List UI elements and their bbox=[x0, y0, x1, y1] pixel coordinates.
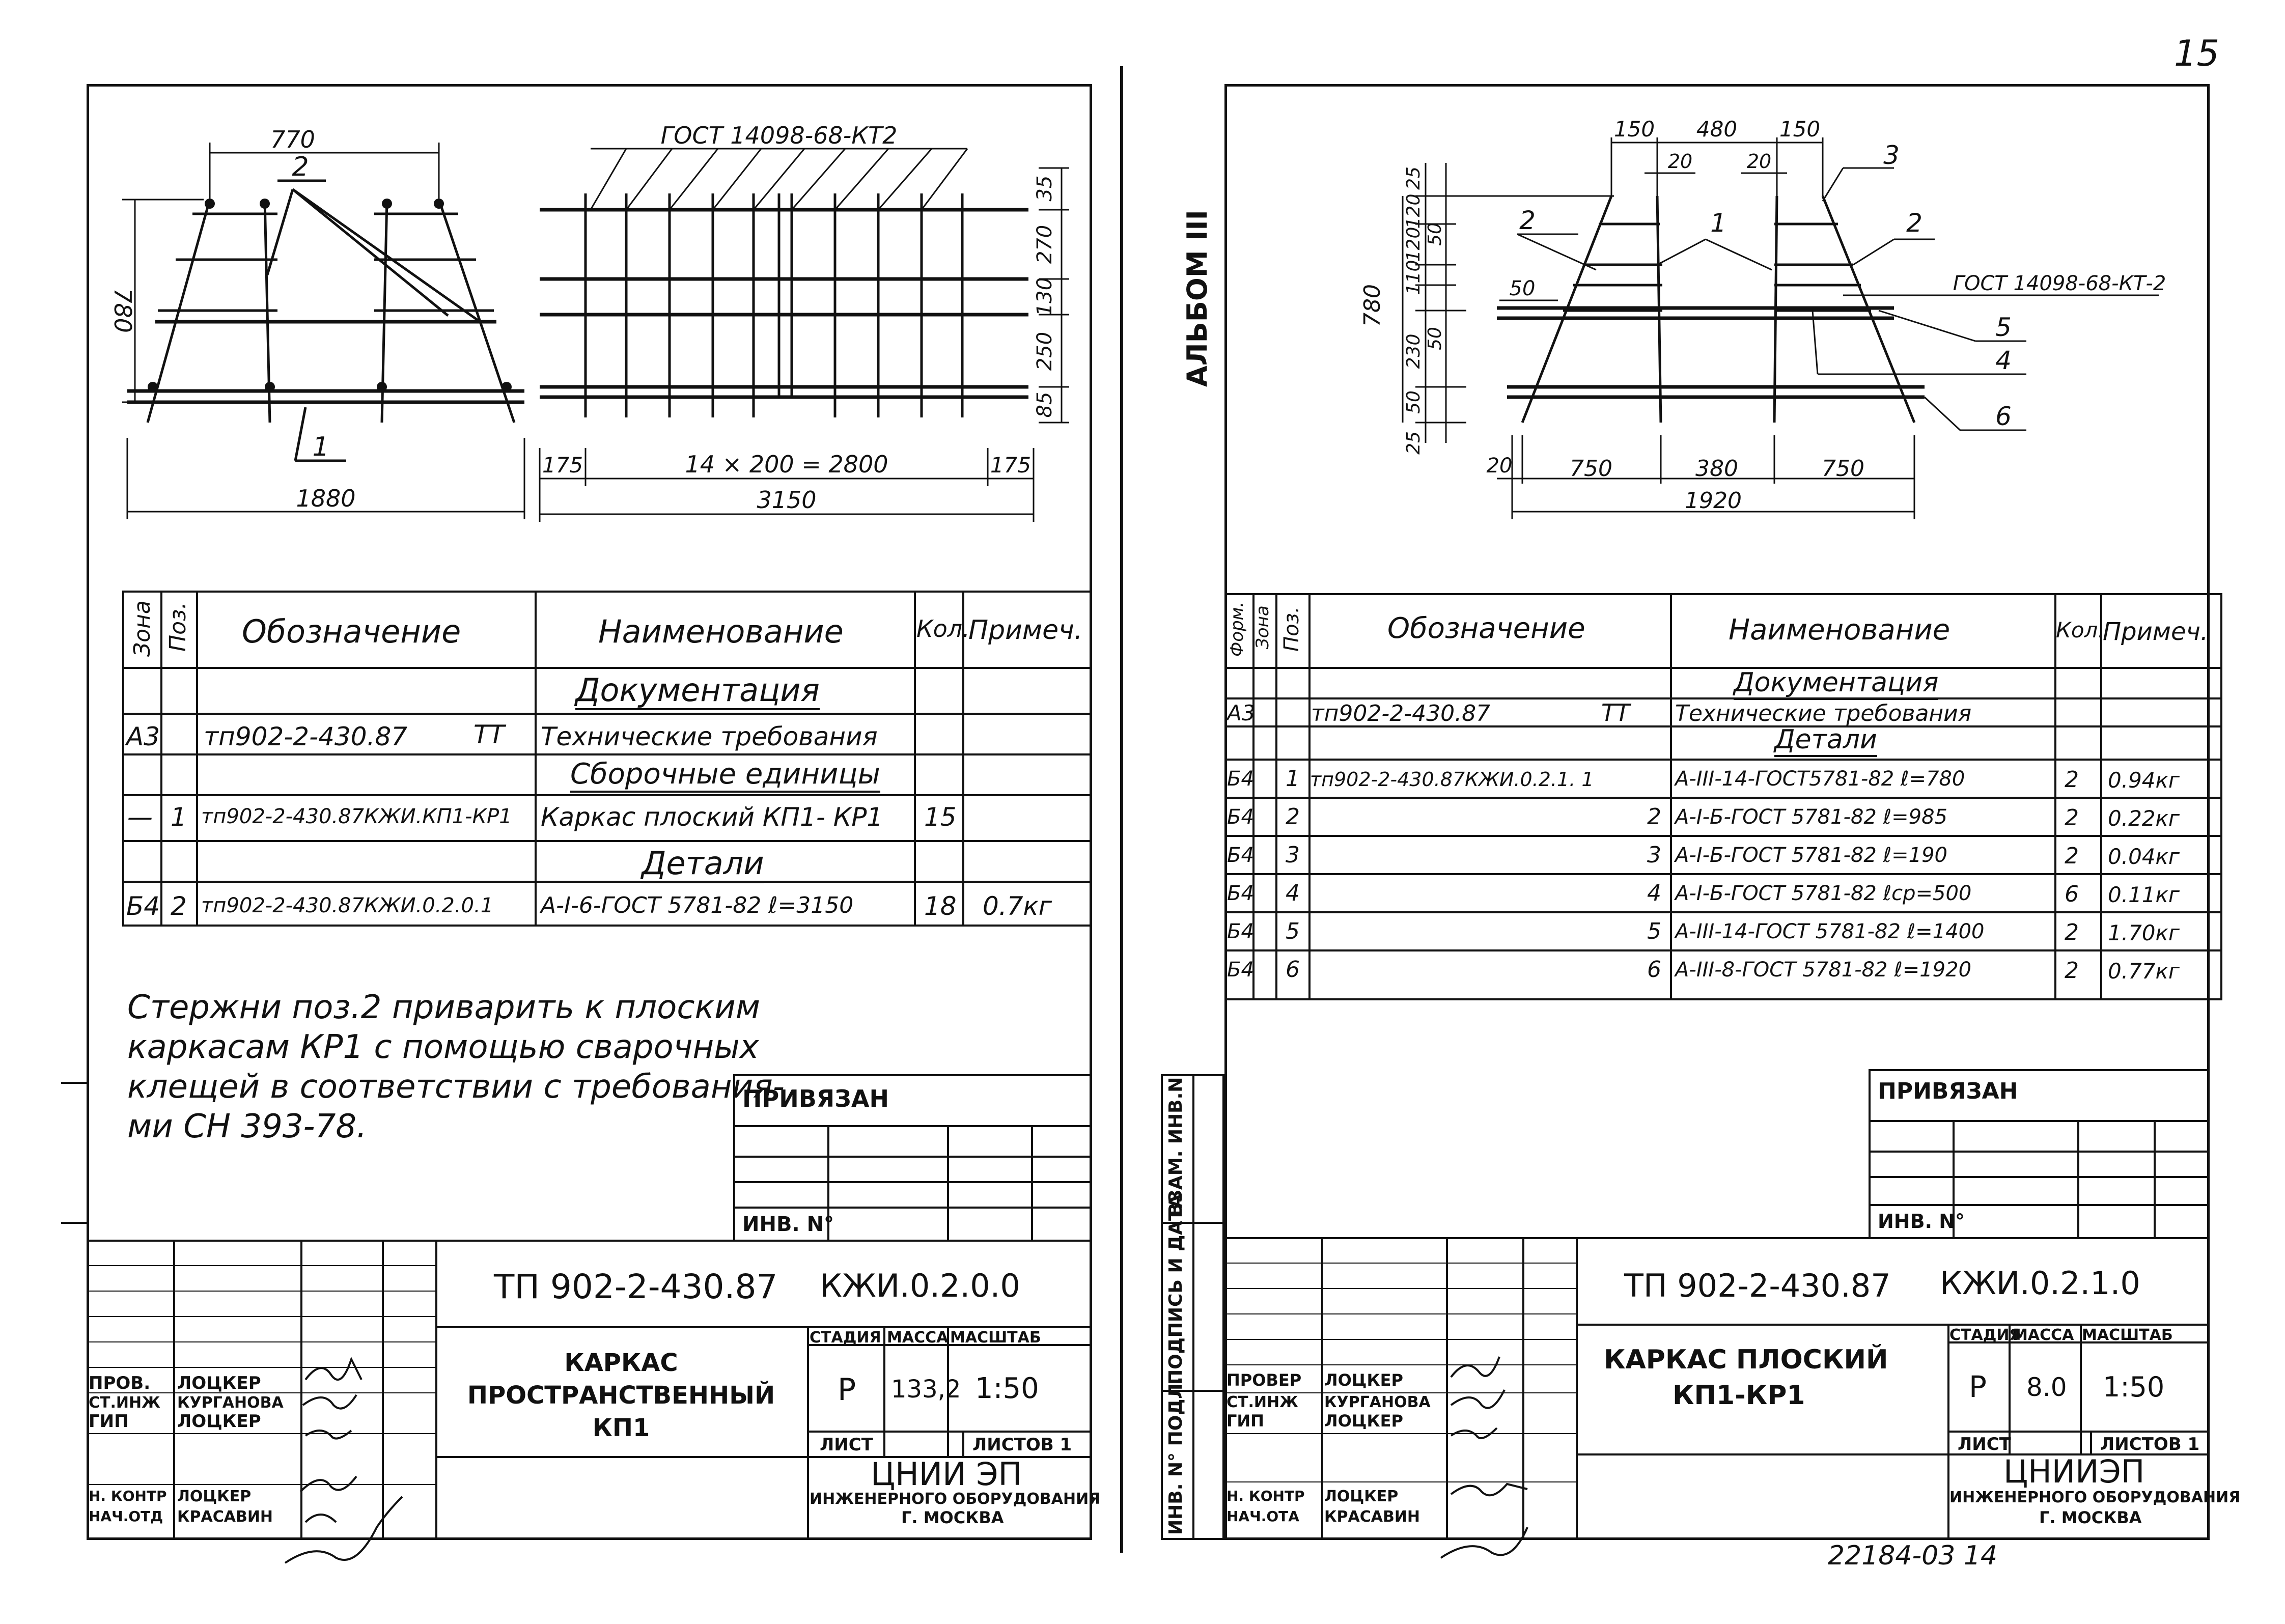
pos-1: 1 bbox=[1710, 208, 1726, 238]
signer-name-right-2: КУРГАНОВА bbox=[1324, 1393, 1431, 1411]
row-det-format: Б4 bbox=[126, 891, 160, 921]
detail-row-5-note: 1.70кг bbox=[2108, 920, 2180, 945]
col-oboz-right: Обозначение bbox=[1387, 612, 1585, 645]
binding-label: ПРИВЯЗАН bbox=[742, 1085, 889, 1112]
detail-row-3-qty: 2 bbox=[2065, 843, 2079, 869]
mass-header: МАССА bbox=[887, 1329, 949, 1347]
sheets-label-right: ЛИСТОВ 1 bbox=[2100, 1434, 2200, 1454]
signer-name-right-1: ЛОЦКЕР bbox=[1324, 1370, 1403, 1390]
dim-50-b: 50 bbox=[1425, 222, 1445, 246]
sheet-label: ЛИСТ bbox=[820, 1435, 873, 1455]
pos-2-left: 2 bbox=[1519, 206, 1536, 235]
row-tt-code-right: ТТ bbox=[1601, 699, 1630, 726]
dim-175-left: 175 bbox=[542, 453, 583, 478]
row-tt-designation-right: тп902-2-430.87 bbox=[1311, 701, 1491, 726]
scale-value-right: 1:50 bbox=[2103, 1371, 2165, 1403]
dim-50-a: 50 bbox=[1403, 390, 1424, 414]
dim-770: 770 bbox=[270, 126, 315, 153]
album-label: АЛЬБОМ III bbox=[1181, 210, 1213, 387]
section-details-right: Детали bbox=[1774, 726, 1877, 757]
mass-value: 133,2 bbox=[891, 1375, 961, 1404]
signer-name-5: КРАСАВИН bbox=[177, 1508, 273, 1526]
row-asm-format: — bbox=[127, 802, 153, 832]
dim-120-b: 120 bbox=[1403, 227, 1424, 262]
detail-row-6-format: Б4 bbox=[1227, 958, 1254, 982]
detail-row-5-name: А-III-14-ГОСТ 5781-82 ℓ=1400 bbox=[1675, 920, 1985, 943]
detail-row-6-qty: 2 bbox=[2065, 958, 2079, 984]
role-norm-control-right: Н. КОНТР bbox=[1227, 1488, 1305, 1504]
dim-480: 480 bbox=[1696, 117, 1738, 142]
row-det-qty: 18 bbox=[924, 891, 957, 921]
row-tt-designation: тп902-2-430.87 bbox=[204, 722, 408, 751]
dim-20-left: 20 bbox=[1667, 150, 1693, 173]
section-assembly-units: Сборочные единицы bbox=[570, 760, 880, 793]
role-senior-eng: СТ.ИНЖ bbox=[89, 1394, 160, 1412]
signer-name-4: ЛОЦКЕР bbox=[177, 1488, 252, 1505]
org-subtitle: ИНЖЕНЕРНОГО ОБОРУДОВАНИЯ bbox=[810, 1490, 1101, 1508]
col-kol-right: Кол. bbox=[2056, 618, 2105, 642]
detail-row-2-format: Б4 bbox=[1227, 805, 1254, 829]
dim-25-bottom: 25 bbox=[1403, 431, 1424, 455]
detail-row-1-pos: 1 bbox=[1286, 766, 1300, 792]
detail-row-3-name: А-I-Б-ГОСТ 5781-82 ℓ=190 bbox=[1675, 844, 1947, 867]
original-inventory-stamp: ИНВ. N° ПОДЛ. bbox=[1165, 1377, 1186, 1535]
col-prim: Примеч. bbox=[968, 615, 1083, 646]
org-name-right: ЦНИИЭП bbox=[2003, 1453, 2145, 1490]
detail-row-3-note: 0.04кг bbox=[2108, 844, 2180, 869]
pos-6: 6 bbox=[1995, 402, 2012, 431]
doc-code-right: КЖИ.0.2.1.0 bbox=[1940, 1265, 2140, 1302]
detail-row-2-name: А-I-Б-ГОСТ 5781-82 ℓ=985 bbox=[1675, 805, 1947, 829]
inventory-label-right: ИНВ. N° bbox=[1878, 1210, 1965, 1233]
dim-250: 250 bbox=[1033, 331, 1056, 371]
item-name-right-1: КАРКАС ПЛОСКИЙ bbox=[1604, 1345, 1888, 1375]
detail-row-1-qty: 2 bbox=[2065, 767, 2079, 793]
role-gip: ГИП bbox=[89, 1411, 129, 1432]
welding-note: Стержни поз.2 приварить к плоским каркасам КР1 с помощью сварочных клещей в соответствии с требования- ми СН 393-78. bbox=[127, 989, 785, 1145]
mass-value-right: 8.0 bbox=[2026, 1373, 2067, 1402]
role-gip-right: ГИП bbox=[1227, 1411, 1264, 1431]
dim-35: 35 bbox=[1033, 175, 1056, 202]
doc-number-right: ТП 902-2-430.87 bbox=[1624, 1267, 1891, 1304]
detail-row-2-qty: 2 bbox=[2065, 805, 2079, 831]
signer-name-1: ЛОЦКЕР bbox=[177, 1373, 261, 1393]
col-prim-right: Примеч. bbox=[2103, 618, 2209, 646]
section-documentation: Документация bbox=[575, 675, 820, 710]
stage-value: Р bbox=[838, 1372, 856, 1408]
gost-label-right: ГОСТ 14098-68-КТ-2 bbox=[1953, 272, 2166, 295]
role-dept-head: НАЧ.ОТД bbox=[89, 1508, 163, 1525]
stage-header: СТАДИЯ bbox=[810, 1329, 881, 1347]
row-det-name: А-I-6-ГОСТ 5781-82 ℓ=3150 bbox=[541, 892, 854, 918]
scale-header-right: МАСШТАБ bbox=[2082, 1326, 2173, 1344]
row-asm-name: Каркас плоский КП1- КР1 bbox=[541, 802, 883, 832]
replaced-inventory-stamp: ВЗАМ. ИНВ.N bbox=[1165, 1077, 1186, 1217]
detail-row-3-pos: 3 bbox=[1286, 842, 1300, 868]
signer-name-right-5: КРАСАВИН bbox=[1324, 1508, 1420, 1526]
dim-780: 780 bbox=[109, 288, 136, 333]
detail-row-1-name: А-III-14-ГОСТ5781-82 ℓ=780 bbox=[1675, 767, 1965, 791]
detail-row-5-qty: 2 bbox=[2065, 919, 2079, 945]
col-naim-right: Наименование bbox=[1729, 613, 1950, 647]
detail-row-6-note: 0.77кг bbox=[2108, 959, 2180, 984]
detail-row-1-designation: тп902-2-430.87КЖИ.0.2.1. 1 bbox=[1310, 768, 1594, 791]
dim-50-c: 50 bbox=[1425, 327, 1445, 350]
sheet-label-right: ЛИСТ bbox=[1958, 1434, 2011, 1454]
archive-number: 22184-03 14 bbox=[1828, 1541, 1998, 1571]
detail-row-1-format: Б4 bbox=[1227, 767, 1254, 791]
pos-1-label: 1 bbox=[312, 432, 329, 462]
col-oboz: Обозначение bbox=[242, 613, 461, 650]
pos-4: 4 bbox=[1995, 346, 2012, 375]
dim-3150: 3150 bbox=[757, 486, 817, 514]
pos-3: 3 bbox=[1883, 141, 1900, 170]
pos-2-label: 2 bbox=[292, 152, 309, 182]
row-asm-designation: тп902-2-430.87КЖИ.КП1-КР1 bbox=[201, 805, 512, 828]
detail-row-6-designation: 6 bbox=[1647, 957, 1661, 983]
detail-row-3-designation: 3 bbox=[1647, 842, 1661, 868]
dim-25-top: 25 bbox=[1403, 166, 1424, 190]
row-tt-format: А3 bbox=[126, 722, 160, 751]
signer-name-right-3: ЛОЦКЕР bbox=[1324, 1411, 1403, 1431]
detail-row-4-pos: 4 bbox=[1286, 880, 1300, 906]
item-name: КАРКАС ПРОСТРАНСТВЕННЫЙ КП1 bbox=[467, 1349, 775, 1442]
role-check-right: ПРОВЕР bbox=[1227, 1370, 1302, 1390]
row-asm-qty: 15 bbox=[924, 802, 957, 832]
dim-750-right: 750 bbox=[1822, 456, 1864, 482]
section-documentation-right: Документация bbox=[1734, 669, 1938, 700]
detail-row-4-name: А-I-Б-ГОСТ 5781-82 ℓср=500 bbox=[1675, 882, 1972, 905]
dim-50-d: 50 bbox=[1509, 277, 1536, 300]
sheets-label: ЛИСТОВ 1 bbox=[972, 1435, 1072, 1455]
row-det-designation: тп902-2-430.87КЖИ.0.2.0.1 bbox=[201, 894, 494, 917]
signer-name-right-4: ЛОЦКЕР bbox=[1324, 1488, 1399, 1505]
inventory-label: ИНВ. N° bbox=[742, 1213, 834, 1236]
gost-label: ГОСТ 14098-68-КТ2 bbox=[660, 122, 898, 149]
detail-row-4-note: 0.11кг bbox=[2108, 882, 2180, 907]
col-pos-right: Поз. bbox=[1280, 606, 1303, 652]
dim-380: 380 bbox=[1695, 456, 1738, 482]
binding-label-right: ПРИВЯЗАН bbox=[1878, 1078, 2018, 1104]
dim-14x200: 14 × 200 = 2800 bbox=[685, 451, 888, 478]
doc-number: ТП 902-2-430.87 bbox=[494, 1267, 778, 1306]
dim-85: 85 bbox=[1033, 391, 1056, 418]
col-pos: Поз. bbox=[165, 602, 191, 652]
row-asm-pos: 1 bbox=[171, 802, 187, 832]
dim-230: 230 bbox=[1403, 333, 1424, 369]
detail-row-5-pos: 5 bbox=[1286, 918, 1300, 944]
row-det-pos: 2 bbox=[171, 891, 187, 921]
col-zone: Зона bbox=[129, 600, 155, 657]
col-zone-right: Зона bbox=[1252, 605, 1273, 649]
col-naim: Наименование bbox=[598, 613, 844, 650]
col-format: Форм. bbox=[1227, 601, 1247, 657]
mass-header-right: МАССА bbox=[2013, 1326, 2074, 1344]
stage-value-right: Р bbox=[1969, 1369, 1987, 1404]
dim-175-right: 175 bbox=[990, 453, 1032, 478]
detail-row-4-designation: 4 bbox=[1647, 880, 1661, 906]
role-check: ПРОВ. bbox=[89, 1373, 151, 1393]
dim-1920: 1920 bbox=[1685, 488, 1742, 514]
dim-120-a: 120 bbox=[1403, 193, 1424, 229]
corner-mark: 15 bbox=[2174, 33, 2220, 74]
stage-header-right: СТАДИЯ bbox=[1949, 1326, 2021, 1344]
org-subtitle-right: ИНЖЕНЕРНОГО ОБОРУДОВАНИЯ bbox=[1949, 1489, 2241, 1506]
detail-row-3-format: Б4 bbox=[1227, 844, 1254, 867]
role-norm-control: Н. КОНТР bbox=[89, 1488, 167, 1504]
dim-1880: 1880 bbox=[296, 485, 356, 512]
row-tt-name: Технические требования bbox=[541, 722, 878, 751]
dim-20-bottom: 20 bbox=[1486, 454, 1513, 478]
pos-5: 5 bbox=[1995, 313, 2012, 342]
row-det-note: 0.7кг bbox=[983, 891, 1052, 921]
detail-row-6-pos: 6 bbox=[1286, 957, 1300, 983]
scale-header: МАСШТАБ bbox=[950, 1329, 1041, 1347]
dim-110: 110 bbox=[1403, 260, 1424, 295]
signer-name-2: КУРГАНОВА bbox=[177, 1394, 284, 1412]
dim-150-right: 150 bbox=[1779, 117, 1821, 142]
detail-row-6-name: А-III-8-ГОСТ 5781-82 ℓ=1920 bbox=[1675, 958, 1972, 982]
dim-780-right: 780 bbox=[1359, 284, 1385, 327]
row-tt-name-right: Технические требования bbox=[1675, 701, 1972, 726]
dim-750-left: 750 bbox=[1570, 456, 1612, 482]
dim-20-right: 20 bbox=[1746, 150, 1772, 173]
scale-value: 1:50 bbox=[975, 1372, 1039, 1405]
section-details: Детали bbox=[642, 848, 764, 883]
pos-2-right: 2 bbox=[1906, 208, 1922, 238]
row-tt-format-right: А3 bbox=[1227, 701, 1256, 725]
detail-row-2-note: 0.22кг bbox=[2108, 806, 2180, 831]
dim-130: 130 bbox=[1033, 277, 1056, 317]
row-tt-code: ТТ bbox=[473, 720, 505, 749]
detail-row-2-designation: 2 bbox=[1647, 804, 1661, 830]
role-dept-head-right: НАЧ.ОТА bbox=[1227, 1508, 1299, 1525]
org-city-right: Г. МОСКВА bbox=[2039, 1508, 2142, 1527]
dim-150-left: 150 bbox=[1613, 117, 1655, 142]
detail-row-1-note: 0.94кг bbox=[2108, 768, 2180, 793]
org-name: ЦНИИ ЭП bbox=[871, 1455, 1022, 1493]
detail-row-5-designation: 5 bbox=[1647, 918, 1661, 944]
item-name-right-2: КП1-КР1 bbox=[1673, 1380, 1805, 1411]
signature-date-stamp: ПОДПИСЬ И ДАТА bbox=[1165, 1194, 1186, 1385]
detail-row-2-pos: 2 bbox=[1286, 804, 1300, 830]
doc-code: КЖИ.0.2.0.0 bbox=[820, 1267, 1020, 1304]
signer-name-3: ЛОЦКЕР bbox=[177, 1411, 261, 1432]
detail-row-4-format: Б4 bbox=[1227, 882, 1254, 905]
dim-270: 270 bbox=[1033, 225, 1056, 264]
col-kol: Кол. bbox=[916, 615, 970, 642]
org-city: Г. МОСКВА bbox=[901, 1508, 1004, 1527]
detail-row-5-format: Б4 bbox=[1227, 920, 1254, 943]
detail-row-4-qty: 6 bbox=[2065, 881, 2079, 907]
role-senior-eng-right: СТ.ИНЖ bbox=[1227, 1393, 1298, 1411]
